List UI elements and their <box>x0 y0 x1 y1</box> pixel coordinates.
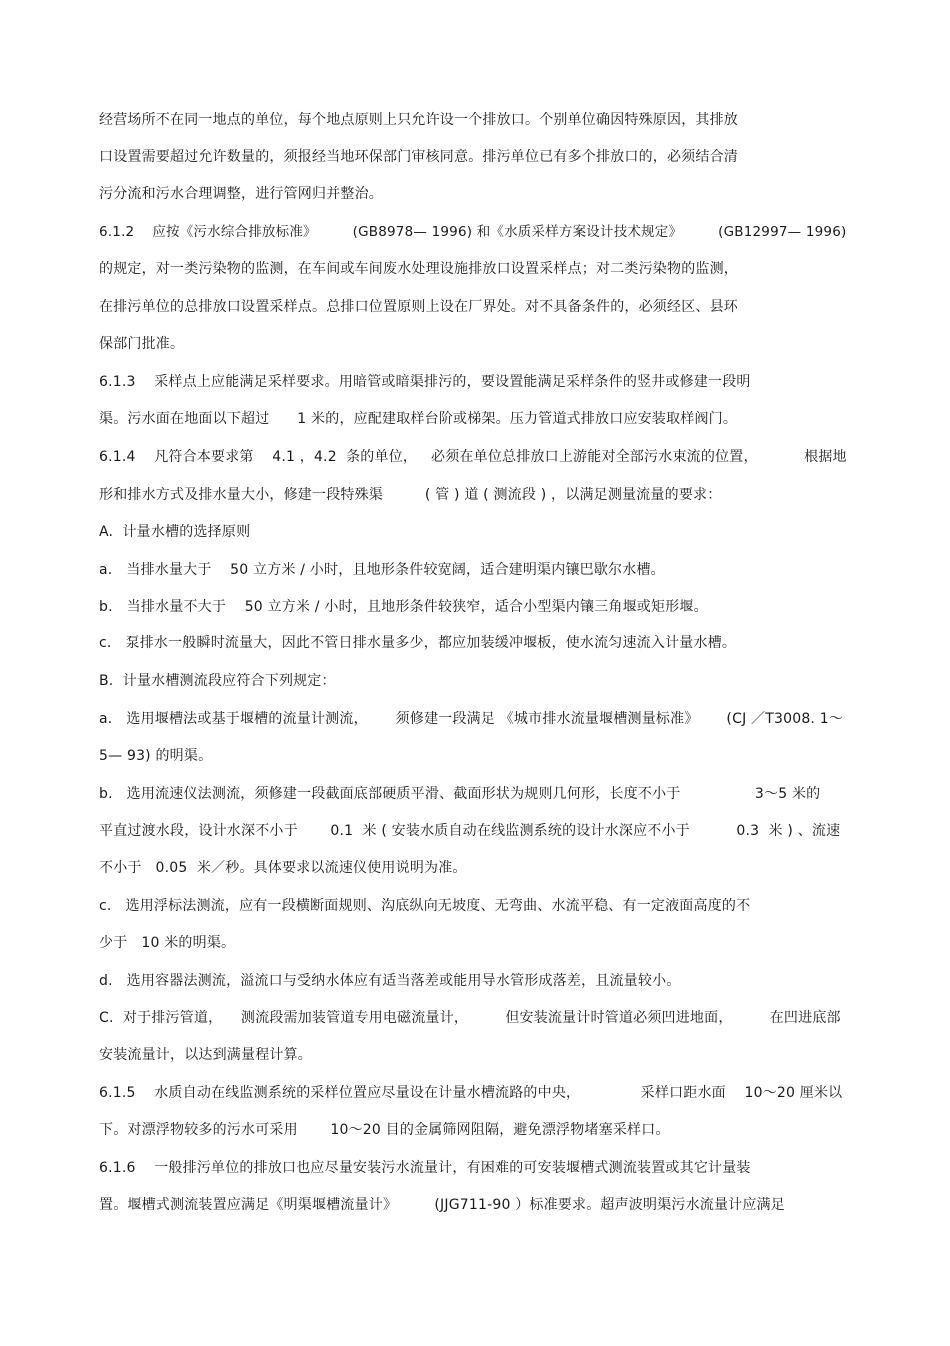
text-line: 的规定，对一类污染物的监测，在车间或车间废水处理设施排放口设置采样点；对二类污染物的监测， <box>99 261 738 277</box>
item-B: B. 计量水槽测流段应符合下列规定： <box>99 673 336 689</box>
item-c: c. 泵排水一般瞬时流量大，因此不管日排水量多少，都应加装缓冲堰板，使水流匀速流入计量水槽。 <box>99 635 737 651</box>
text-line: 形和排水方式及排水量大小，修建一段特殊渠 ( 管 ) 道 ( 测流段 ) ，以满足测量流量的要求： <box>99 487 722 503</box>
item-b: b. 选用流速仪法测流，须修建一段截面底部硬质平滑、截面形状为规则几何形，长度不小于 3～5 米的 <box>99 786 821 802</box>
text-line: 经营场所不在同一地点的单位，每个地点原则上只允许设一个排放口。个别单位确因特殊原因，其排放 <box>99 112 738 128</box>
item-d: d. 选用容器法测流，溢流口与受纳水体应有适当落差或能用导水管形成落差，且流量较小。 <box>99 973 681 989</box>
item-C: C. 对于排污管道， 测流段需加装管道专用电磁流量计， 但安装流量计时管道必须凹进地面， 在凹进底部 <box>99 1010 841 1026</box>
text-line: 平直过渡水段，设计水深不小于 0.1 米 ( 安装水质自动在线监测系统的设计水深应不小于 0.3 米 ) 、流速 <box>99 823 841 839</box>
text-line: 渠。污水面在地面以下超过 1 米的，应配建取样台阶或梯架。压力管道式排放口应安装取样阀门。 <box>99 411 738 427</box>
text-line: 在排污单位的总排放口设置采样点。总排口位置原则上设在厂界处。对不具备条件的，必须经区、县环 <box>99 299 738 315</box>
section-6-1-2: 6.1.2 应按《污水综合排放标准》 (GB8978— 1996) 和《水质采样方案设计技术规定》 (GB12997— 1996) <box>99 224 847 240</box>
text-line: 污分流和污水合理调整，进行管网归并整治。 <box>99 186 383 202</box>
text-line: 不小于 0.05 米／秒。具体要求以流速仪使用说明为准。 <box>99 860 467 876</box>
text-line: 置。堰槽式测流装置应满足《明渠堰槽流量计》 (JJG711-90 ）标准要求。超声波明渠污水流量计应满足 <box>99 1197 786 1213</box>
item-a: a. 当排水量大于 50 立方米 / 小时，且地形条件较宽阔，适合建明渠内镶巴歇尔水槽。 <box>99 562 665 578</box>
text-line: 5— 93) 的明渠。 <box>99 748 213 764</box>
text-line: 保部门批准。 <box>99 336 185 352</box>
section-6-1-6: 6.1.6 一般排污单位的排放口也应尽量安装污水流量计，有困难的可安装堰槽式测流装置或其它计量装 <box>99 1160 751 1176</box>
item-c: c. 选用浮标法测流，应有一段横断面规则、沟底纵向无坡度、无弯曲、水流平稳、有一定液面高度的不 <box>99 898 751 914</box>
text-line: 少于 10 米的明渠。 <box>99 935 236 951</box>
text-line: 下。对漂浮物较多的污水可采用 10～20 目的金属筛网阻隔，避免漂浮物堵塞采样口。 <box>99 1122 670 1138</box>
text-line: 口设置需要超过允许数量的，须报经当地环保部门审核同意。排污单位已有多个排放口的，必须结合清 <box>99 149 738 165</box>
item-b: b. 当排水量不大于 50 立方米 / 小时，且地形条件较狭窄，适合小型渠内镶三角堰或矩形堰。 <box>99 599 708 615</box>
section-6-1-5: 6.1.5 水质自动在线监测系统的采样位置应尽量设在计量水槽流路的中央， 采样口距水面 10～20 厘米以 <box>99 1085 843 1101</box>
section-6-1-4: 6.1.4 凡符合本要求第 4.1 ，4.2 条的单位， 必须在单位总排放口上游能对全部污水束流的位置， 根据地 <box>99 449 847 465</box>
section-6-1-3: 6.1.3 采样点上应能满足采样要求。用暗管或暗渠排污的，要设置能满足采样条件的竖井或修建一段明 <box>99 374 751 390</box>
item-a: a. 选用堰槽法或基于堰槽的流量计测流， 须修建一段满足 《城市排水流量堰槽测量标准》 (CJ ／T3008. 1～ <box>99 711 844 727</box>
text-line: 安装流量计，以达到满量程计算。 <box>99 1047 312 1063</box>
item-A: A. 计量水槽的选择原则 <box>99 524 251 540</box>
